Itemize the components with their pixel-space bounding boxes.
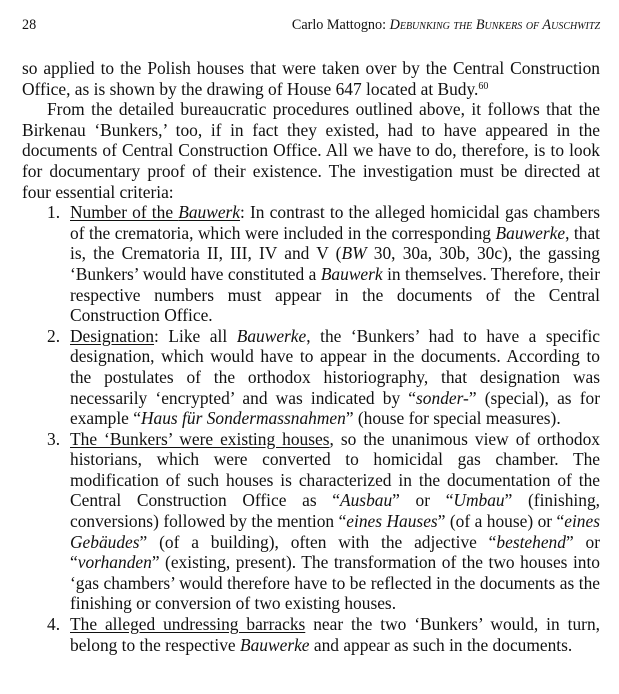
criteria-list: [22, 202, 600, 655]
paragraph-continuation: [22, 58, 600, 99]
book-title: Debunking the Bunkers of Auschwitz: [389, 17, 600, 33]
criterion-heading: Designation: [70, 325, 155, 346]
paragraph-criteria-intro: From the detailed bureaucratic procedures outlined above, it follows that the Birkenau ‘Bunkers,’ too, if in fact they existed, had to have appeared in the documents of Central Construction Office. All we have to do, therefore, is to look for documentary proof of their existence. The investigation must be directed at four essential criteria:: [22, 99, 600, 202]
author-name: Carlo Mattogno:: [291, 17, 390, 33]
criterion-4: 4. The alleged undressing barracks near the two ‘Bunkers’ would, in turn, belong to the respective Bauwerke and appear as such in the documents.: [47, 614, 600, 655]
page-number: 28: [22, 17, 37, 33]
criterion-1: 1. Number of the Bauwerk: In contrast to the alleged homicidal gas chambers of the crematoria, which were included in the corresponding Bauwerke, that is, the Crematoria II, III, IV and V (BW 30, 30a, 30b, 30c), the gassing ‘Bunkers’ would have constituted a Bauwerk in themselves. Therefore, their respective numbers must appear in the documents of the Central Construction Office.: [47, 202, 601, 326]
footnote-ref[interactable]: 60: [478, 80, 489, 92]
list-number: 4.: [47, 614, 61, 635]
page-body: [22, 58, 600, 655]
running-title: [292, 17, 600, 34]
paragraph-text: so applied to the Polish houses that were taken over by the Central Construction Office, as is shown by the drawing of House 647 located at Budy.: [22, 58, 600, 99]
criterion-3: 3. The ‘Bunkers’ were existing houses, so the unanimous view of orthodox historians, which were converted to homicidal gas chamber. The modification of such houses is characterized in the documentation of the Central Construction Office as “Ausbau” or “Umbau” (finishing, conversions) followed by the mention “eines Hauses” (of a house) or “eines Gebäudes” (of a building), often with the adjective “bestehend” or “vorhanden” (existing, present). The transformation of the two houses into ‘gas chambers’ would therefore have to be reflected in the documents as the finishing or conversion of two existing houses.: [47, 428, 600, 614]
list-number: 3.: [47, 428, 61, 449]
criterion-2: 2. Designation: Like all Bauwerke, the ‘Bunkers’ had to have a specific designation, which would have to appear in the documents. According to the postulates of the orthodox historiography, that designation was necessarily ‘encrypted’ and was indicated by “sonder-” (special), as for example “Haus für Sondermassnahmen” (house for special measures).: [47, 325, 600, 429]
criterion-heading: Number of the Bauwerk: [70, 202, 241, 223]
list-number: 1.: [47, 202, 61, 223]
criterion-heading: The ‘Bunkers’ were existing houses: [70, 428, 330, 449]
running-header: [22, 17, 600, 37]
criterion-heading: The alleged undressing barracks: [70, 614, 306, 635]
list-number: 2.: [47, 325, 61, 346]
